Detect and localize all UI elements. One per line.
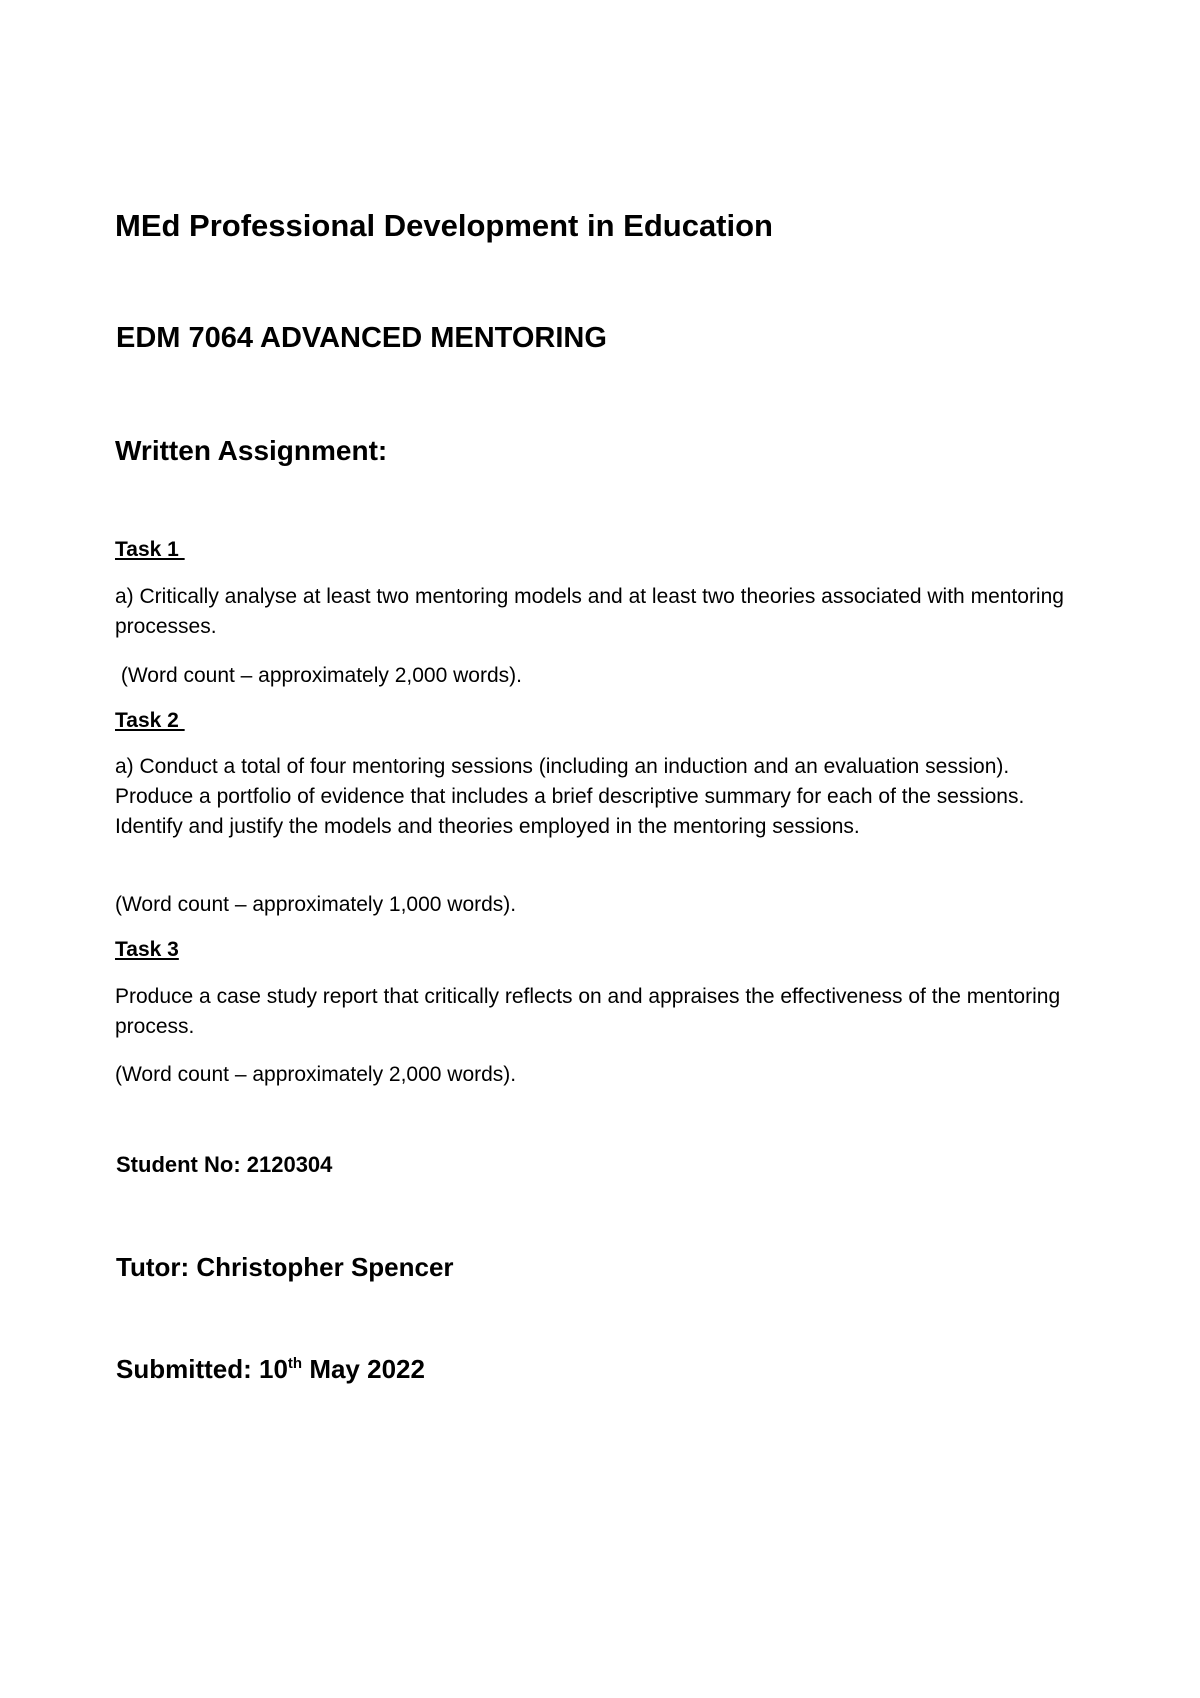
task-2-word-count: (Word count – approximately 1,000 words). (115, 893, 517, 916)
task-1-word-count: (Word count – approximately 2,000 words). (115, 664, 522, 687)
submission-date-suffix: May 2022 (302, 1354, 425, 1384)
task-1-description: a) Critically analyse at least two mentoring models and at least two theories associated with mentoring processes. (115, 585, 1064, 638)
tutor-name: Tutor: Christopher Spencer (116, 1252, 454, 1282)
task-3-description: Produce a case study report that critically reflects on and appraises the effectiveness of the mentoring process. (115, 985, 1061, 1038)
submission-date (116, 1354, 425, 1385)
task-3-heading: Task 3 (115, 938, 179, 961)
submission-date-prefix: Submitted: 10 (116, 1354, 288, 1384)
task-1-heading: Task 1 (115, 538, 185, 561)
module-title: EDM 7064 ADVANCED MENTORING (116, 322, 607, 354)
submission-date-ordinal: th (287, 1355, 303, 1372)
assignment-heading: Written Assignment: (115, 435, 388, 466)
task-2-heading: Task 2 (115, 709, 185, 732)
student-number: Student No: 2120304 (116, 1152, 333, 1177)
task-2-description: a) Conduct a total of four mentoring sessions (including an induction and an evaluation session). Produce a portfolio of evidence that includes a brief descriptive summary for each of the sessions. Identify and justify the models and theories employed in the mentoring sessions. (115, 755, 1025, 838)
page-title: MEd Professional Development in Education (115, 208, 773, 243)
task-3-word-count: (Word count – approximately 2,000 words). (115, 1063, 517, 1086)
